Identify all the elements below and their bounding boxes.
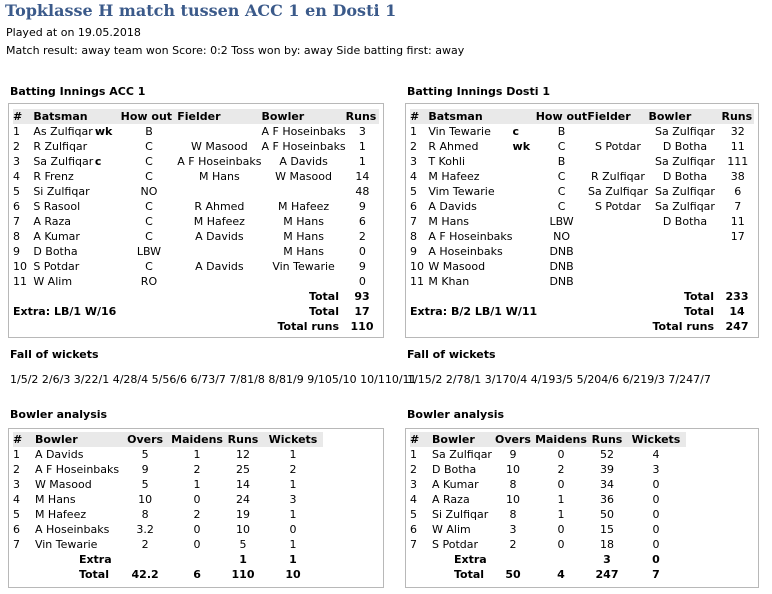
bowling-box-dosti — [405, 428, 759, 588]
bowling-header-row: # Bowler Overs Maidens Runs Wickets — [13, 432, 323, 447]
bowling-row: 5 M Hafeez 8 2 19 1 — [13, 508, 297, 521]
batting-box-dosti — [405, 103, 759, 338]
page-title: Topklasse H match tussen ACC 1 en Dosti 1 — [5, 1, 397, 20]
batting-table-acc — [13, 109, 379, 289]
batting-row: 7 M Hans LBW D Botha 11 — [410, 215, 745, 228]
batting-row: 1 As Zulfiqar wk B A F Hoseinbaks 3 — [13, 125, 366, 138]
batting-row: 9 D Botha LBW M Hans 0 — [13, 245, 366, 258]
batting-row: 2 R Zulfiqar C W Masood A F Hoseinbaks 1 — [13, 140, 366, 153]
batting-row: 11 W Alim RO 0 — [13, 275, 366, 288]
bowling-header-row: # Bowler Overs Maidens Runs Wickets — [410, 432, 686, 447]
bowling-extra-row: Extra 3 0 — [454, 553, 660, 566]
batting-row: 3 T Kohli B Sa Zulfiqar 111 — [410, 155, 749, 168]
batting-row: 4 M Hafeez C R Zulfiqar D Botha 38 — [410, 170, 745, 183]
bowling-row: 6 W Alim 3 0 15 0 — [410, 523, 660, 536]
batting-row: 5 Vim Tewarie C Sa Zulfiqar Sa Zulfiqar 6 — [410, 185, 742, 198]
bowling-row: 7 Vin Tewarie 2 0 5 1 — [13, 538, 297, 551]
fow-text-dosti: 1/15/2 2/78/1 3/170/4 4/193/5 5/204/6 6/219/3 7/247/7 — [407, 373, 711, 386]
bowling-heading-acc: Bowler analysis — [10, 408, 108, 421]
batting-row: 8 A Kumar C A Davids M Hans 2 — [13, 230, 366, 243]
batting-row: 10 W Masood DNB — [410, 260, 574, 273]
bowling-box-acc — [8, 428, 384, 588]
fow-heading-acc: Fall of wickets — [10, 348, 99, 361]
batting-row: 6 A Davids C S Potdar Sa Zulfiqar 7 — [410, 200, 742, 213]
batting-header-row: # Batsman How out Fielder Bowler Runs — [13, 109, 379, 124]
batting-heading-acc: Batting Innings ACC 1 — [10, 85, 146, 98]
batting-row: 10 S Potdar C A Davids Vin Tewarie 9 — [13, 260, 366, 273]
bowling-row: 5 Si Zulfiqar 8 1 50 0 — [410, 508, 660, 521]
fow-heading-dosti: Fall of wickets — [407, 348, 496, 361]
batting-row: 1 Vin Tewarie c B Sa Zulfiqar 32 — [410, 125, 745, 138]
batting-summary-acc: Total 93 Extra: LB/1 W/16 Total 17 Total runs 110 — [13, 290, 374, 333]
batting-row: 9 A Hoseinbaks DNB — [410, 245, 574, 258]
bowling-row: 6 A Hoseinbaks 3.2 0 10 0 — [13, 523, 297, 536]
played-at: Played at on 19.05.2018 — [6, 26, 141, 39]
match-result: Match result: away team won Score: 0:2 Toss won by: away Side batting first: away — [6, 44, 465, 57]
batting-box-acc — [8, 103, 384, 338]
bowling-row: 2 D Botha 10 2 39 3 — [410, 463, 660, 476]
batting-row: 11 M Khan DNB — [410, 275, 574, 288]
bowling-total-row: Total 50 4 247 7 — [454, 568, 660, 581]
fow-text-acc: 1/5/2 2/6/3 3/22/1 4/28/4 5/56/6 6/73/7 7/81/8 8/81/9 9/105/10 10/110/11 — [10, 373, 417, 386]
batting-row: 7 A Raza C M Hafeez M Hans 6 — [13, 215, 366, 228]
bowling-table-dosti — [410, 432, 686, 582]
bowling-row: 3 W Masood 5 1 14 1 — [13, 478, 297, 491]
bowling-row: 7 S Potdar 2 0 18 0 — [410, 538, 660, 551]
batting-row: 2 R Ahmed wk C S Potdar D Botha 11 — [410, 140, 745, 153]
bowling-row: 4 A Raza 10 1 36 0 — [410, 493, 660, 506]
bowling-row: 2 A F Hoseinbaks 9 2 25 2 — [13, 463, 297, 476]
batting-row: 8 A F Hoseinbaks NO 17 — [410, 230, 745, 243]
bowling-row: 1 Sa Zulfiqar 9 0 52 4 — [410, 448, 660, 461]
batting-summary-dosti: Total 233 Extra: B/2 LB/1 W/11 Total 14 Total runs 247 — [410, 290, 749, 333]
bowling-extra-row: Extra 1 1 — [78, 553, 297, 566]
batting-row: 5 Si Zulfiqar NO 48 — [13, 185, 370, 198]
bowling-heading-dosti: Bowler analysis — [407, 408, 505, 421]
bowling-row: 3 A Kumar 8 0 34 0 — [410, 478, 660, 491]
batting-heading-dosti: Batting Innings Dosti 1 — [407, 85, 550, 98]
bowling-table-acc — [13, 432, 323, 582]
batting-header-row: # Batsman How out Fielder Bowler Runs — [410, 110, 753, 123]
batting-table-dosti — [410, 109, 754, 289]
bowling-row: 1 A Davids 5 1 12 1 — [13, 448, 297, 461]
bowling-total-row: Total 42.2 6 110 10 — [78, 568, 301, 581]
bowling-row: 4 M Hans 10 0 24 3 — [13, 493, 297, 506]
batting-row: 4 R Frenz C M Hans W Masood 14 — [13, 170, 370, 183]
batting-row: 6 S Rasool C R Ahmed M Hafeez 9 — [13, 200, 366, 213]
batting-row: 3 Sa Zulfiqar c C A F Hoseinbaks A Davids 1 — [13, 155, 366, 168]
